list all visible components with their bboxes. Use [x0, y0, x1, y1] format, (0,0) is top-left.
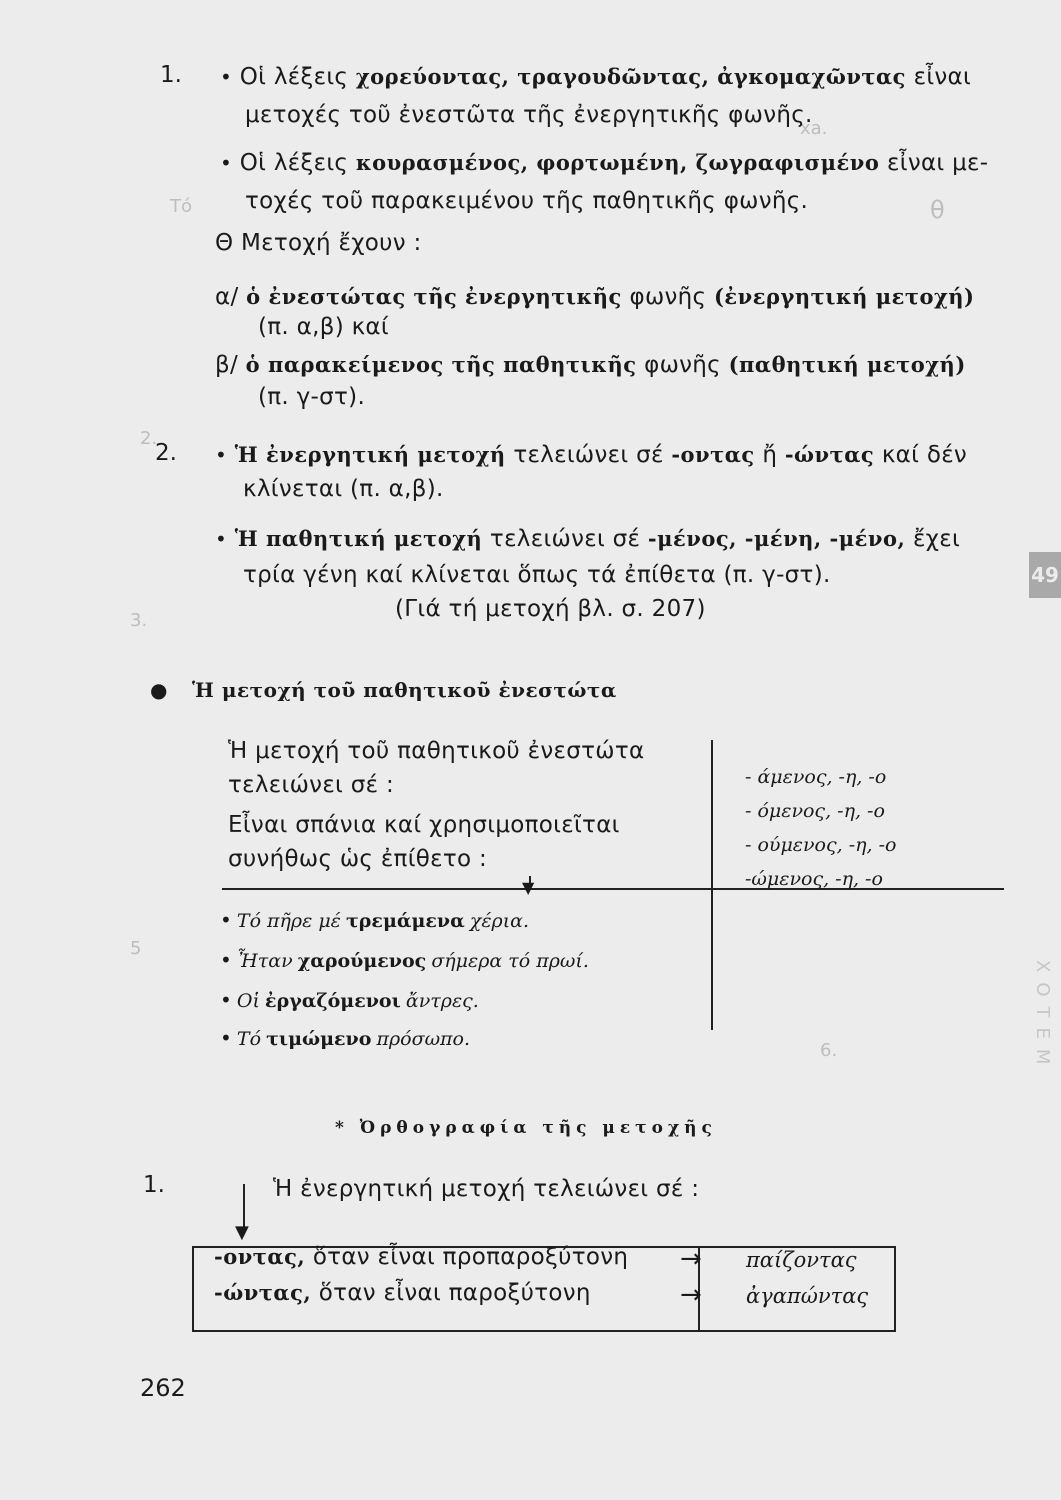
text: καί δέν: [881, 442, 968, 468]
bleed-side-text: ΧΟΤΕΜ: [1032, 960, 1053, 1075]
text: Οἱ: [236, 990, 260, 1012]
arrow-right-icon: →: [680, 1280, 702, 1310]
section1-bullet1-line2: μετοχές τοῦ ἐνεστῶτα τῆς ἐνεργητικῆς φωνῆς.: [245, 102, 813, 128]
section2-bullet1: [215, 442, 967, 468]
edge-tab: 49: [1029, 552, 1061, 598]
section1-bullet1: [220, 64, 971, 90]
reference-line: (Γιά τή μετοχή βλ. σ. 207): [395, 596, 706, 622]
label: β/: [215, 352, 239, 378]
bullet-icon: •: [220, 948, 232, 972]
bold-text: -μένος, -μένη, -μένο,: [647, 526, 906, 551]
divider-horizontal: [222, 888, 1004, 890]
text: ὅταν εἶναι προπαροξύτονη: [312, 1244, 629, 1270]
section2-number: 2.: [155, 440, 177, 466]
text: φωνῆς: [629, 284, 707, 310]
example-3: [220, 988, 479, 1012]
section1-bullet2-line2: τοχές τοῦ παρακειμένου τῆς παθητικῆς φωνῆς.: [245, 188, 809, 214]
bold-text: κουρασμένος, φορτωμένη, ζωγραφισμένο: [355, 150, 880, 175]
pp-left-line3: Εἶναι σπάνια καί χρησιμοποιεῖται: [228, 812, 620, 838]
bleed-text: ха.: [800, 118, 828, 139]
text: ἤ: [762, 442, 778, 468]
bold-text: χαρούμενος: [297, 950, 427, 972]
orthography-intro: Ἡ ἐνεργητική μετοχή τελειώνει σέ :: [273, 1176, 700, 1202]
item-a-line2: (π. α,β) καί: [258, 314, 389, 340]
item-b: [215, 352, 966, 378]
arrow-down-icon: ▼: [522, 878, 535, 897]
text: ἔχει: [912, 526, 961, 552]
text: σήμερα τό πρωί.: [431, 950, 589, 972]
example-1: [220, 908, 529, 932]
bold-text: (παθητική μετοχή): [728, 352, 966, 377]
text: εἶναι με-: [887, 150, 989, 176]
bold-text: ὁ παρακείμενος τῆς παθητικῆς: [245, 352, 637, 377]
rule-row-1: [214, 1244, 628, 1270]
text: χέρια.: [469, 910, 530, 932]
bullet-icon: •: [215, 527, 228, 551]
section1-bullet2: [220, 150, 988, 176]
bold-text: -ώντας,: [214, 1280, 312, 1305]
orthography-heading: * Ὀρθογραφία τῆς μετοχῆς: [335, 1118, 717, 1138]
ending-4: -ώμενος, -η, -ο: [745, 868, 883, 890]
bold-text: (ἐνεργητική μετοχή): [713, 284, 975, 309]
bleed-text: 5: [130, 938, 142, 959]
rule-row-2: [214, 1280, 591, 1306]
item-a: [215, 284, 975, 310]
text: ἄντρες.: [405, 990, 479, 1012]
bold-text: -οντας: [671, 442, 755, 467]
bold-text: τρεμάμενα: [345, 910, 465, 932]
ending-3: - ούμενος, -η, -ο: [745, 834, 897, 856]
bold-text: χορεύοντας, τραγουδῶντας, ἀγκομαχῶντας: [355, 64, 906, 89]
orthography-number: 1.: [143, 1172, 165, 1198]
pp-left-line2: τελειώνει σέ :: [228, 772, 395, 798]
pp-left-line4: συνήθως ὡς ἐπίθετο :: [228, 846, 488, 872]
section2-bullet2: [215, 526, 960, 552]
page-number: 262: [140, 1374, 186, 1402]
bleed-text: θ: [930, 196, 945, 224]
section2-bullet1-line2: κλίνεται (π. α,β).: [243, 476, 444, 502]
ending-2: - όμενος, -η, -ο: [745, 800, 885, 822]
rule-example-1: παίζοντας: [746, 1248, 857, 1272]
text: Οἱ λέξεις: [239, 64, 349, 90]
ending-1: - άμενος, -η, -ο: [745, 766, 887, 788]
bold-text: τιμώμενο: [266, 1028, 372, 1050]
bold-text: -οντας,: [214, 1244, 306, 1269]
bullet-icon: •: [220, 65, 233, 89]
text: εἶναι: [913, 64, 972, 90]
bleed-text: Τό: [170, 196, 193, 217]
text: πρόσωπο.: [376, 1028, 471, 1050]
bullet-icon: •: [220, 1026, 232, 1050]
arrow-down-icon: ▼: [235, 1222, 249, 1243]
text: ὅταν εἶναι παροξύτονη: [318, 1280, 591, 1306]
section2-bullet2-line2: τρία γένη καί κλίνεται ὅπως τά ἐπίθετα (π. γ-στ).: [243, 562, 831, 588]
text: τελειώνει σέ: [513, 442, 664, 468]
item-b-line2: (π. γ-στ).: [258, 384, 366, 410]
arrow-right-icon: →: [680, 1244, 702, 1274]
theta-line: Θ Μετοχή ἔχουν :: [215, 230, 422, 256]
bold-text: -ώντας: [784, 442, 875, 467]
section1-number: 1.: [160, 62, 182, 88]
text: Ἦταν: [236, 950, 293, 972]
text: τελειώνει σέ: [489, 526, 641, 552]
pp-left-line1: Ἡ μετοχή τοῦ παθητικοῦ ἐνεστώτα: [228, 738, 645, 764]
rule-example-2: ἀγαπώντας: [746, 1284, 869, 1308]
bullet-icon: •: [215, 443, 228, 467]
bold-text: Ἡ παθητική μετοχή: [234, 526, 483, 551]
text: Οἱ λέξεις: [239, 150, 349, 176]
bleed-text: 6.: [820, 1040, 838, 1061]
bleed-text: 2.: [140, 428, 158, 449]
example-4: [220, 1026, 470, 1050]
bold-text: ἐργαζόμενοι: [265, 990, 401, 1012]
bold-text: ὁ ἐνεστώτας τῆς ἐνεργητικῆς: [246, 284, 622, 309]
bold-text: Ἡ ἐνεργητική μετοχή: [234, 442, 506, 467]
label: α/: [215, 284, 239, 310]
bullet-icon: •: [220, 988, 232, 1012]
text: Τό: [236, 1028, 262, 1050]
example-2: [220, 948, 589, 972]
bullet-icon: •: [220, 908, 232, 932]
bullet-icon: •: [220, 151, 233, 175]
text: Τό πῆρε μέ: [236, 910, 341, 932]
text: φωνῆς: [644, 352, 721, 378]
bullet-icon: ●: [150, 678, 168, 702]
divider-vertical: [711, 740, 713, 1030]
present-passive-heading: Ἡ μετοχή τοῦ παθητικοῦ ἐνεστώτα: [192, 678, 617, 702]
bleed-text: 3.: [130, 610, 148, 631]
